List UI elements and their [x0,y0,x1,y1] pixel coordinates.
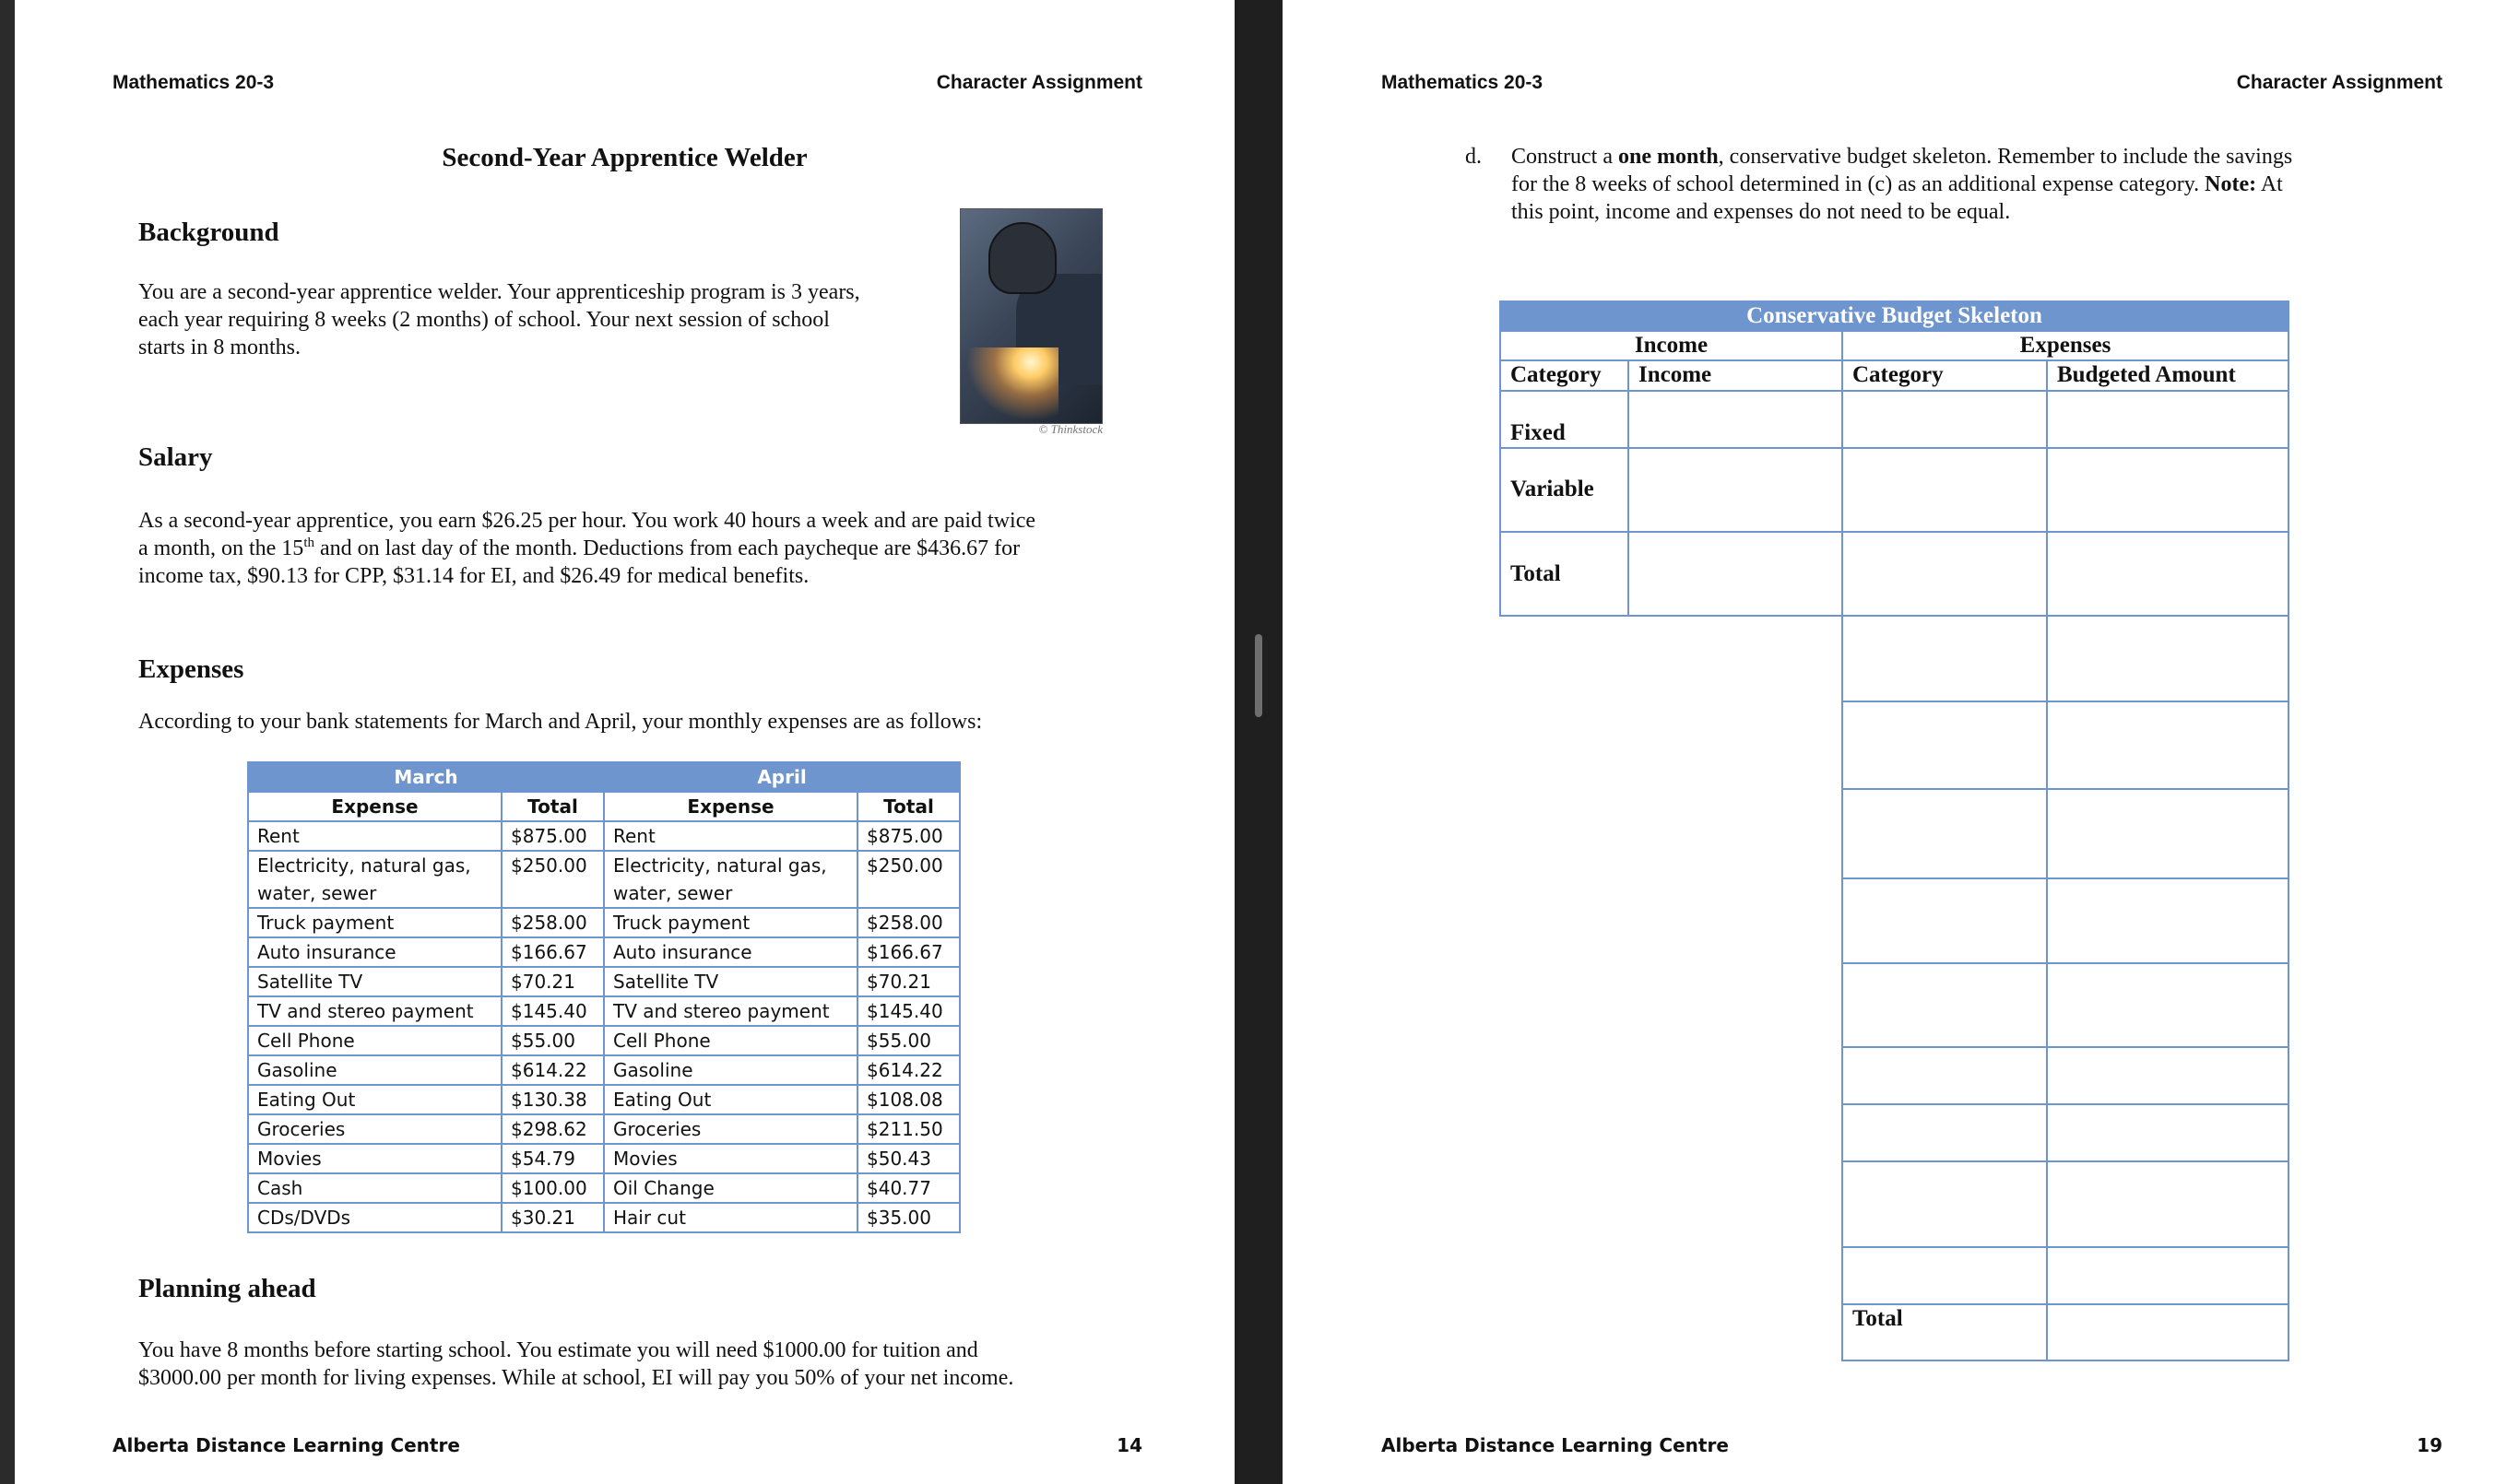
table-row [248,1203,960,1232]
april-expense-cell: Eating Out [604,1085,857,1114]
april-expense-cell: Groceries [604,1114,857,1144]
april-total-cell: $258.00 [857,908,960,937]
march-expense-cell: Electricity, natural gas, water, sewer [248,851,502,908]
page-title: Second-Year Apprentice Welder [442,143,808,172]
expense-amount-cell[interactable] [2046,531,2289,617]
expense-category-cell[interactable] [1841,1160,2048,1248]
expense-amount-cell[interactable] [2046,1103,2289,1162]
salary-line: and on last day of the month. Deductions from each paycheque are $436.67 for [313,536,1021,560]
page-number: 14 [1117,1434,1142,1456]
march-expense-cell: Groceries [248,1114,502,1144]
march-total-cell: $298.62 [502,1114,604,1144]
question-line: , conservative budget skeleton. Remember to include the savings [1718,145,2293,169]
april-total-cell: $35.00 [857,1203,960,1232]
header-assignment: Character Assignment [2236,72,2442,93]
footer-publisher: Alberta Distance Learning Centre [1381,1434,1729,1456]
march-total-cell: $130.38 [502,1085,604,1114]
col-budgeted-amount: Budgeted Amount [2046,359,2289,392]
expense-category-cell[interactable] [1841,447,2048,533]
april-expense-cell: Rent [604,821,857,851]
april-total-cell: $875.00 [857,821,960,851]
april-expense-cell: Satellite TV [604,967,857,996]
salary-line: As a second-year apprentice, you earn $26.25 per hour. You work 40 hours a week and are paid twice [138,509,1036,533]
table-row [248,1173,960,1203]
question-text [1511,143,2433,226]
row-variable-label: Variable [1499,447,1629,533]
table-row [248,937,960,967]
april-expense-cell: TV and stereo payment [604,996,857,1026]
expense-amount-cell[interactable] [2046,1246,2289,1305]
split-view-handle[interactable] [1255,634,1262,717]
skeleton-title: Conservative Budget Skeleton [1499,300,2289,332]
march-total-cell: $55.00 [502,1026,604,1055]
expense-category-cell[interactable] [1841,788,2048,879]
expenses-intro: According to your bank statements for March and April, your monthly expenses are as follows: [138,710,983,734]
question-line: this point, income and expenses do not need to be equal. [1511,200,2011,224]
expense-category-cell[interactable] [1841,1246,2048,1305]
april-expense-cell: Electricity, natural gas, water, sewer [604,851,857,908]
question-letter: d. [1465,145,1482,169]
salary-heading: Salary [138,442,213,472]
footer-publisher: Alberta Distance Learning Centre [112,1434,460,1456]
bold-text: one month [1617,145,1719,169]
march-expense-cell: Gasoline [248,1055,502,1085]
col-income: Income [1627,359,1843,392]
table-row [248,967,960,996]
expenses-heading: Expenses [138,654,244,684]
april-expense-cell: Oil Change [604,1173,857,1203]
sparks [966,347,1058,421]
planning-heading: Planning ahead [138,1274,316,1303]
col-category: Category [1499,359,1629,392]
col-total: Total [857,792,960,821]
planning-line: You have 8 months before starting school. You estimate you will need $1000.00 for tuition and [138,1338,978,1362]
fixed-income-cell[interactable] [1627,390,1843,449]
background-line: You are a second-year apprentice welder. Your apprenticeship program is 3 years, [138,280,860,304]
month-march-header: March [248,762,604,792]
april-expense-cell: Gasoline [604,1055,857,1085]
bold-text: Note: [2205,172,2257,196]
salary-line: income tax, $90.13 for CPP, $31.14 for EI, and $26.49 for medical benefits. [138,564,810,588]
march-expense-cell: Satellite TV [248,967,502,996]
planning-paragraph [138,1337,1199,1392]
march-total-cell: $145.40 [502,996,604,1026]
april-expense-cell: Movies [604,1144,857,1173]
salary-paragraph [138,507,1171,590]
expense-category-cell[interactable] [1841,1046,2048,1105]
header-course: Mathematics 20-3 [112,72,275,93]
march-total-cell: $166.67 [502,937,604,967]
april-total-cell: $40.77 [857,1173,960,1203]
table-row [248,1026,960,1055]
march-expense-cell: TV and stereo payment [248,996,502,1026]
march-total-cell: $100.00 [502,1173,604,1203]
table-row [248,821,960,851]
col-expense-category: Category [1841,359,2048,392]
superscript: th [303,536,314,550]
question-line: Construct a [1511,145,1618,169]
expense-category-cell[interactable] [1841,1103,2048,1162]
april-total-cell: $108.08 [857,1085,960,1114]
col-expense: Expense [604,792,857,821]
expense-category-cell[interactable] [1841,877,2048,964]
total-income-cell[interactable] [1627,531,1843,617]
april-total-cell: $145.40 [857,996,960,1026]
question-line: At [2256,172,2283,196]
expense-amount-cell[interactable] [2046,962,2289,1048]
march-expense-cell: Cell Phone [248,1026,502,1055]
expense-category-cell[interactable] [1841,701,2048,790]
march-expense-cell: Rent [248,821,502,851]
header-assignment: Character Assignment [936,72,1142,93]
april-total-cell: $211.50 [857,1114,960,1144]
page-gap [1235,0,1283,1484]
col-expense: Expense [248,792,502,821]
page-number: 19 [2417,1434,2442,1456]
row-fixed-label: Fixed [1499,390,1629,449]
march-total-cell: $30.21 [502,1203,604,1232]
background-heading: Background [138,218,279,247]
expense-amount-cell[interactable] [2046,615,2289,702]
welder-photo [960,208,1103,424]
document-page-19 [1283,0,2519,1484]
expense-amount-cell[interactable] [2046,1160,2289,1248]
salary-line: a month, on the 15 [138,536,304,560]
april-total-cell: $55.00 [857,1026,960,1055]
march-total-cell: $250.00 [502,851,604,908]
march-expense-cell: CDs/DVDs [248,1203,502,1232]
april-expense-cell: Cell Phone [604,1026,857,1055]
table-row [248,851,960,908]
april-total-cell: $250.00 [857,851,960,908]
april-expense-cell: Truck payment [604,908,857,937]
col-total: Total [502,792,604,821]
march-total-cell: $54.79 [502,1144,604,1173]
expense-amount-cell[interactable] [2046,701,2289,790]
expense-category-cell[interactable] [1841,531,2048,617]
expense-category-cell[interactable] [1841,615,2048,702]
background-line: starts in 8 months. [138,336,302,359]
expenses-total-cell[interactable] [2046,1303,2289,1361]
planning-line: $3000.00 per month for living expenses. While at school, EI will pay you 50% of your net income. [138,1366,1014,1390]
march-expense-cell: Eating Out [248,1085,502,1114]
income-header: Income [1499,330,1843,361]
expense-category-cell[interactable] [1841,962,2048,1048]
table-row [248,1114,960,1144]
expenses-table [247,761,961,1233]
document-page-14 [15,0,1235,1484]
april-total-cell: $166.67 [857,937,960,967]
march-expense-cell: Auto insurance [248,937,502,967]
april-expense-cell: Hair cut [604,1203,857,1232]
april-total-cell: $614.22 [857,1055,960,1085]
march-total-cell: $258.00 [502,908,604,937]
march-total-cell: $875.00 [502,821,604,851]
april-total-cell: $50.43 [857,1144,960,1173]
expense-amount-cell[interactable] [2046,1046,2289,1105]
expenses-total-label: Total [1841,1303,2048,1361]
question-line: for the 8 weeks of school determined in (c) as an additional expense category. [1511,172,2206,196]
expense-category-cell[interactable] [1841,390,2048,449]
background-paragraph [138,278,968,361]
expense-amount-cell[interactable] [2046,390,2289,449]
table-row [248,1085,960,1114]
background-line: each year requiring 8 weeks (2 months) of school. Your next session of school [138,308,830,332]
march-total-cell: $70.21 [502,967,604,996]
expenses-header: Expenses [1841,330,2289,361]
table-row [248,996,960,1026]
march-expense-cell: Cash [248,1173,502,1203]
april-total-cell: $70.21 [857,967,960,996]
table-row [248,1144,960,1173]
photo-credit: © Thinkstock [1038,422,1103,436]
row-total-label: Total [1499,531,1629,617]
expense-amount-cell[interactable] [2046,447,2289,533]
header-course: Mathematics 20-3 [1381,72,1543,93]
april-expense-cell: Auto insurance [604,937,857,967]
march-total-cell: $614.22 [502,1055,604,1085]
month-april-header: April [604,762,960,792]
variable-income-cell[interactable] [1627,447,1843,533]
table-row [248,1055,960,1085]
table-row [248,908,960,937]
march-expense-cell: Truck payment [248,908,502,937]
expense-amount-cell[interactable] [2046,877,2289,964]
march-expense-cell: Movies [248,1144,502,1173]
welding-mask [988,222,1057,294]
expense-amount-cell[interactable] [2046,788,2289,879]
